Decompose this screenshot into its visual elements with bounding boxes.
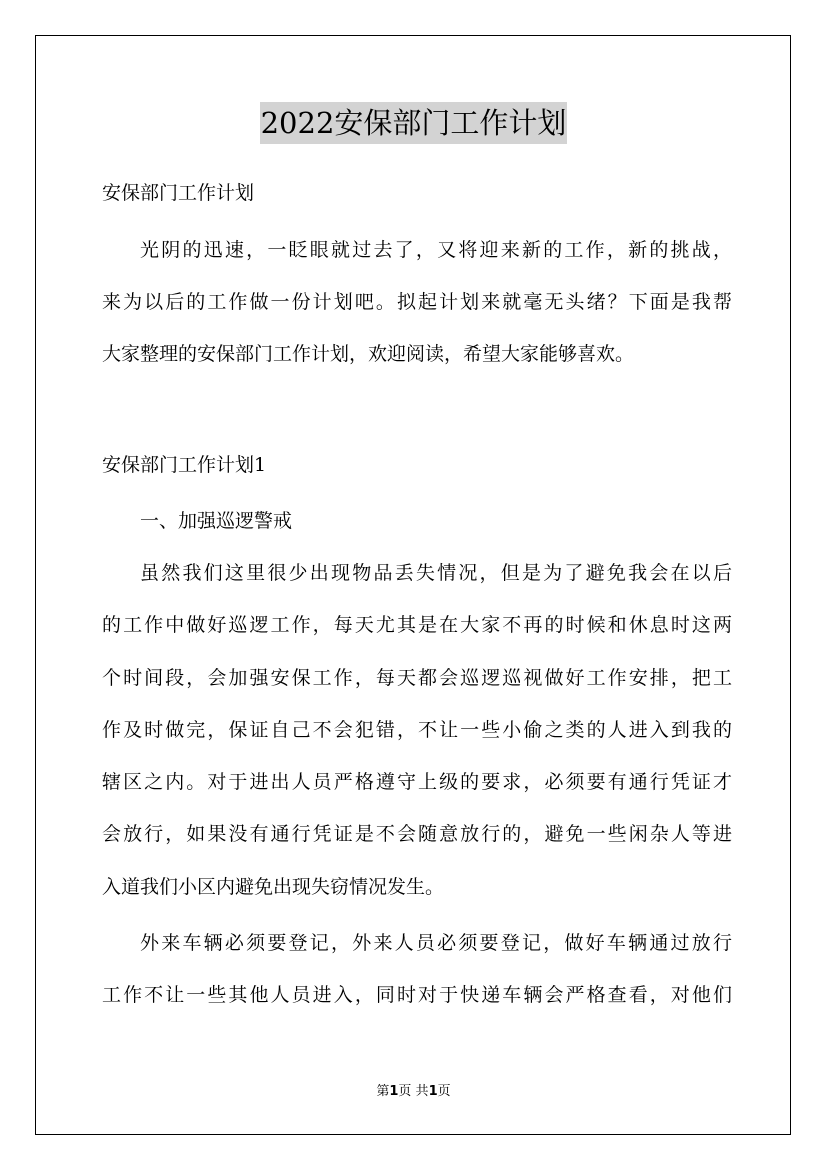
- document-subtitle: 安保部门工作计划: [102, 182, 255, 204]
- paragraph-1-line-6: 会放行，如果没有通行凭证是不会随意放行的，避免一些闲杂人等进: [102, 823, 732, 845]
- heading-1: 一、加强巡逻警戒: [140, 510, 293, 532]
- page-footer: [0, 1083, 827, 1101]
- title-wrap: [0, 102, 827, 144]
- paragraph-1-line-1: 虽然我们这里很少出现物品丢失情况，但是为了避免我会在以后: [140, 562, 732, 584]
- footer-page-current: 1: [389, 1084, 399, 1099]
- document-title: 2022安保部门工作计划: [260, 102, 568, 144]
- paragraph-2-line-2: 工作不让一些其他人员进入，同时对于快递车辆会严格查看，对他们: [102, 984, 732, 1006]
- footer-page-prefix: 第: [376, 1084, 390, 1099]
- footer-page-suffix: 页: [437, 1084, 451, 1099]
- paragraph-2-line-1: 外来车辆必须要登记，外来人员必须要登记，做好车辆通过放行: [140, 932, 732, 954]
- section-title: 安保部门工作计划1: [102, 454, 267, 476]
- intro-line-1: 光阴的迅速，一眨眼就过去了，又将迎来新的工作，新的挑战，: [140, 239, 732, 261]
- paragraph-1-line-3: 个时间段，会加强安保工作，每天都会巡逻巡视做好工作安排，把工: [102, 667, 732, 689]
- intro-line-2: 来为以后的工作做一份计划吧。拟起计划来就毫无头绪？下面是我帮: [102, 291, 732, 313]
- paragraph-1-line-7: 入道我们小区内避免出现失窃情况发生。: [102, 876, 445, 898]
- paragraph-1-line-5: 辖区之内。对于进出人员严格遵守上级的要求，必须要有通行凭证才: [102, 771, 732, 793]
- paragraph-1-line-4: 作及时做完，保证自己不会犯错，不让一些小偷之类的人进入到我的: [102, 719, 732, 741]
- footer-page-mid: 页 共: [398, 1084, 429, 1099]
- footer-page-total: 1: [428, 1084, 438, 1099]
- intro-line-3: 大家整理的安保部门工作计划，欢迎阅读，希望大家能够喜欢。: [102, 343, 635, 365]
- paragraph-1-line-2: 的工作中做好巡逻工作，每天尤其是在大家不再的时候和休息时这两: [102, 614, 732, 636]
